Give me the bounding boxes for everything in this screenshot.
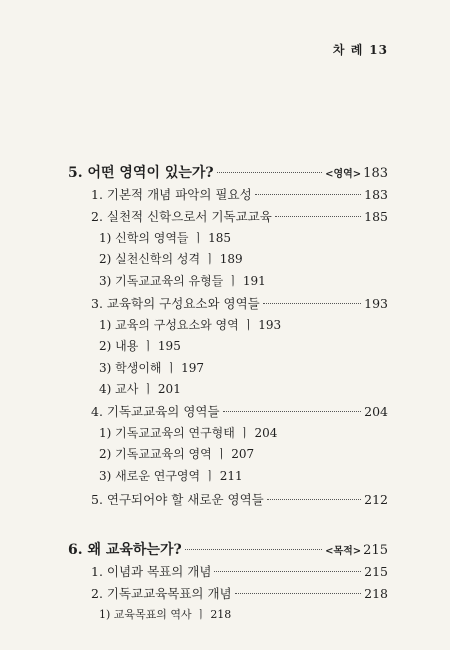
leader-dots <box>185 549 322 550</box>
page-separator: ㅣ <box>215 447 228 461</box>
section-title: 4. 기독교교육의 영역들 <box>91 404 220 419</box>
leader-dots <box>267 499 361 500</box>
leader-dots <box>217 172 322 173</box>
page-number: 201 <box>157 382 181 396</box>
page-number: 212 <box>364 492 388 507</box>
toc-section[interactable] <box>91 490 388 508</box>
page-separator: ㅣ <box>142 339 154 353</box>
toc-section[interactable] <box>91 294 388 312</box>
page-separator: ㅣ <box>204 469 216 483</box>
subsection-title: 4) 교사 <box>99 382 139 396</box>
toc-subsection[interactable] <box>99 606 231 622</box>
page-separator: ㅣ <box>242 318 255 332</box>
page-number: 195 <box>157 339 181 353</box>
page-number: 218 <box>364 586 388 601</box>
toc-chapter-6[interactable] <box>68 539 388 559</box>
running-header <box>333 41 388 58</box>
page-separator: ㅣ <box>195 608 207 621</box>
page-number: 189 <box>219 252 243 266</box>
page-number: 215 <box>364 564 388 579</box>
leader-dots <box>235 593 362 594</box>
subsection-title: 1) 기독교교육의 연구형태 <box>99 426 235 440</box>
toc-subsection[interactable] <box>99 380 181 397</box>
chapter-title: 5. 어떤 영역이 있는가? <box>68 165 214 181</box>
leader-dots <box>214 571 361 572</box>
subsection-title: 1) 교육목표의 역사 <box>99 608 192 621</box>
toc-section[interactable] <box>91 185 388 203</box>
page-separator: ㅣ <box>227 274 239 288</box>
page-number: 183 <box>363 166 388 181</box>
page-number: 197 <box>181 361 204 375</box>
page-separator: ㅣ <box>204 252 216 266</box>
chapter-tag: <영역> <box>325 169 362 180</box>
toc-subsection[interactable] <box>99 359 204 376</box>
toc-subsection[interactable] <box>99 250 243 267</box>
page-number: 204 <box>364 404 388 419</box>
page-separator: ㅣ <box>238 426 251 440</box>
toc-subsection[interactable] <box>99 424 277 441</box>
page-number: 207 <box>231 447 255 461</box>
page-separator: ㅣ <box>192 231 205 245</box>
page-separator: ㅣ <box>165 361 178 375</box>
toc-subsection[interactable] <box>99 337 181 354</box>
toc-subsection[interactable] <box>99 229 231 246</box>
toc-section[interactable] <box>91 562 388 580</box>
page-number: 215 <box>363 543 388 558</box>
toc-chapter-5[interactable] <box>68 162 388 182</box>
toc-subsection[interactable] <box>99 445 254 462</box>
page-number: 191 <box>242 274 266 288</box>
running-title: 차 례 <box>332 43 364 57</box>
section-title: 3. 교육학의 구성요소와 영역들 <box>91 296 260 311</box>
toc-section[interactable] <box>91 402 388 420</box>
leader-dots <box>263 303 361 304</box>
page-number: 185 <box>364 209 388 224</box>
page-number: 193 <box>364 296 388 311</box>
subsection-title: 1) 교육의 구성요소와 영역 <box>99 318 239 332</box>
page-number: 211 <box>219 469 243 483</box>
chapter-tag: <목적> <box>325 546 362 557</box>
toc-section[interactable] <box>91 584 388 602</box>
section-title: 1. 이념과 목표의 개념 <box>91 564 212 579</box>
subsection-title: 3) 학생이해 <box>99 361 162 375</box>
subsection-title: 2) 내용 <box>99 339 139 353</box>
leader-dots <box>275 216 361 217</box>
page-number: 204 <box>254 426 278 440</box>
subsection-title: 2) 기독교교육의 영역 <box>99 447 212 461</box>
section-title: 2. 실천적 신학으로서 기독교교육 <box>91 209 272 224</box>
section-title: 1. 기본적 개념 파악의 필요성 <box>91 187 252 202</box>
subsection-title: 3) 새로운 연구영역 <box>99 469 201 483</box>
leader-dots <box>223 411 362 412</box>
subsection-title: 1) 신학의 영역들 <box>99 231 189 245</box>
page-number: 185 <box>208 231 231 245</box>
subsection-title: 2) 실천신학의 성격 <box>99 252 201 266</box>
toc-subsection[interactable] <box>99 467 243 484</box>
page-separator: ㅣ <box>142 382 154 396</box>
page-number: 183 <box>364 187 388 202</box>
page-number: 218 <box>210 608 232 621</box>
subsection-title: 3) 기독교교육의 유형들 <box>99 274 224 288</box>
section-title: 5. 연구되어야 할 새로운 영역들 <box>91 492 264 507</box>
section-title: 2. 기독교교육목표의 개념 <box>91 586 232 601</box>
page-number: 193 <box>258 318 282 332</box>
toc-subsection[interactable] <box>99 316 281 333</box>
toc-subsection[interactable] <box>99 272 266 289</box>
chapter-title: 6. 왜 교육하는가? <box>68 542 182 558</box>
toc-section[interactable] <box>91 207 388 225</box>
leader-dots <box>255 194 361 195</box>
header-page-number: 13 <box>369 43 388 57</box>
